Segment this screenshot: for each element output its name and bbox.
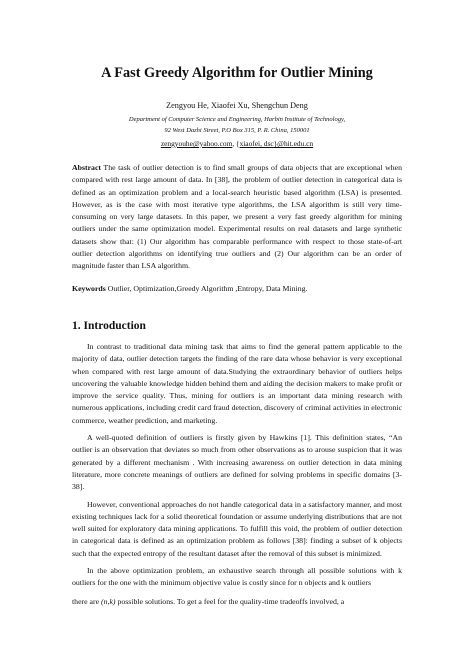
email-separator: , { (232, 139, 240, 148)
solutions-text-end: possible solutions. To get a feel for the quality-time tradeoffs involved, a (115, 596, 345, 606)
intro-paragraph-4: In the above optimization problem, an exhaustive search through all possible solutions with k outliers for the one with the minimum objective value is costly since for n objects and k outliers (72, 566, 402, 588)
email-link-2[interactable]: xiaofei, dsc}@hit.edu.cn (239, 139, 314, 148)
affiliation-line-2: 92 West Dazhi Street, P.O Box 315, P. R. China, 150001 (164, 126, 310, 134)
keywords (72, 283, 402, 295)
binomial-formula: (n,k) (101, 596, 116, 606)
intro-paragraph-1: In contrast to traditional data mining task that aims to find the general pattern applicable to the majority of data, outlier detection targets the finding of the rare data whose behavior is very exceptional when compared with rest large amount of data.Studying the extraordinary behavior of outliers helps uncovering the valuable knowledge hidden behind them and aiding the decision makers to make profit or improve the service quality. Thus, mining for outliers is an important data mining research with numerous applications, including credit card fraud detection, discovery of criminal activities in electronic commerce, weather prediction, and marketing. (72, 341, 402, 425)
solutions-text-start: there are (72, 596, 101, 606)
abstract-label: Abstract (72, 163, 102, 172)
abstract-text: The task of outlier detection is to find small groups of data objects that are exceptional when compared with rest large amount of data. In [38], the problem of outlier detection in categorical data is defined as an optimization problem and a local-search heuristic based algorithm (LSA) is presented. However, as is the case with most iterative type algorithms, the LSA algorithm is still very time-consuming on very large datasets. In this paper, we present a very fast greedy algorithm for mining outliers under the same optimization model. Experimental results on real datasets and large synthetic datasets show that: (1) Our algorithm has comparable performance with respect to those state-of-art outlier detection algorithms on identifying true outliers and (2) Our algorithm can be an order of magnitude faster than LSA algorithm. (72, 163, 402, 271)
keywords-label: Keywords (72, 283, 106, 293)
affiliation-line-1: Department of Computer Science and Engineering, Harbin Institute of Technology, (128, 116, 346, 123)
abstract (72, 162, 402, 273)
intro-paragraph-5 (72, 594, 402, 610)
intro-paragraph-3: However, conventional approaches do not handle categorical data in a satisfactory manner, and most existing techniques lack for a solid theoretical foundation or assume underlying distributions that are not well suited for exploratory data mining applications. To fulfill this void, the problem of outlier detection in categorical data is defined as an optimization problem as follows [38]: finding a subset of k objects such that the expected entropy of the resultant dataset after the removal of this subset is minimized. (72, 499, 402, 558)
intro-paragraph-2: A well-quoted definition of outliers is firstly given by Hawkins [1]. This definition states, “An outlier is an observation that deviates so much from other observations as to arouse suspicion that it was generated by a different mechanism . With increasing awareness on outlier detection in data mining literature, more concrete meanings of outliers are defined for solving problems in specific domains [3-38]. (72, 433, 402, 492)
section-heading-introduction: 1. Introduction (72, 319, 146, 332)
affiliation (72, 115, 402, 136)
author-emails (72, 138, 402, 149)
paper-title: A Fast Greedy Algorithm for Outlier Mining (101, 65, 373, 81)
author-list: Zengyou He, Xiaofei Xu, Shengchun Deng (166, 101, 308, 110)
email-link-1[interactable]: zengyouhe@yahoo.com (160, 139, 233, 148)
keywords-text: Outlier, Optimization,Greedy Algorithm ,Entropy, Data Mining. (105, 283, 308, 293)
